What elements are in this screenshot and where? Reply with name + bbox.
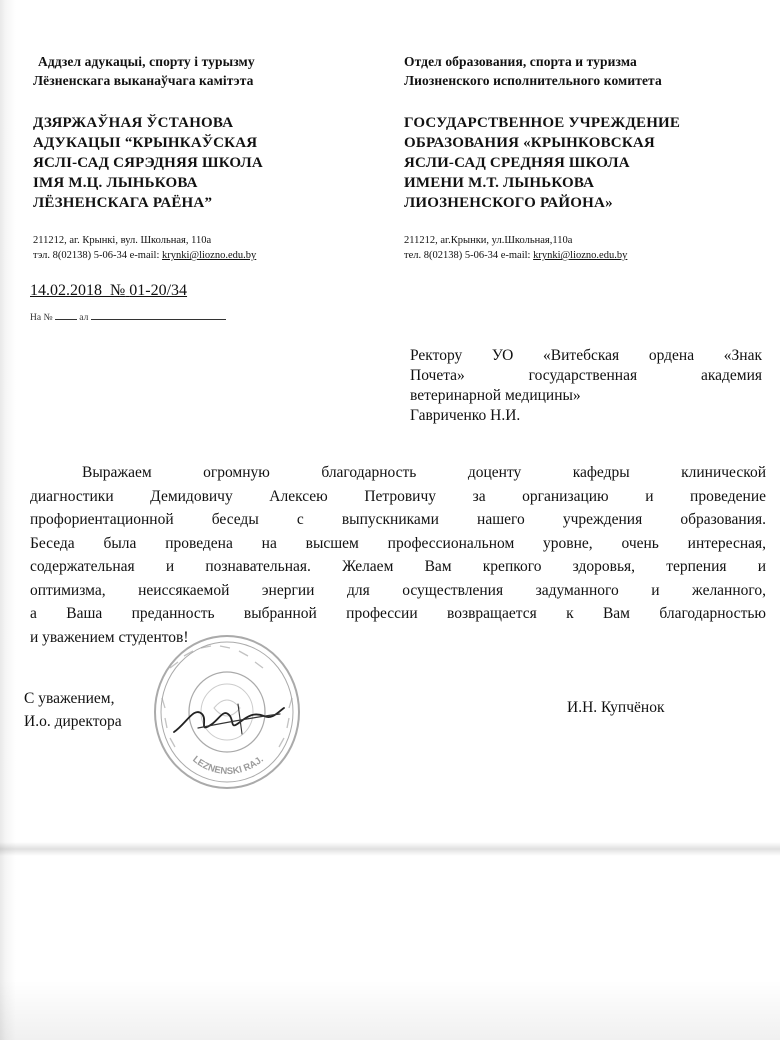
closing-block — [24, 687, 122, 733]
incoming-ref — [30, 310, 226, 323]
paper-bottom-shade — [0, 980, 780, 1040]
header-left-org-line5: ЛЁЗНЕНСКАГА РАЁНА” — [33, 195, 213, 211]
incoming-from-label: ал — [79, 313, 89, 323]
outgoing-ref — [30, 282, 187, 300]
closing-regards: С уважением, — [24, 690, 115, 707]
paper-fold-shadow — [0, 842, 780, 856]
header-right-org-line2: ОБРАЗОВАНИЯ «КРЫНКОВСКАЯ — [404, 135, 655, 151]
body-line: диагностики Демидовичу Алексею Петровичу за организацию и проведение — [30, 487, 766, 505]
outgoing-number: 01-20/34 — [129, 282, 188, 299]
header-left-org-line4: ІМЯ М.Ц. ЛЫНЬКОВА — [33, 175, 198, 191]
addressee-line2: Почета» государственная академия — [410, 367, 762, 384]
header-right-dept-line1: Отдел образования, спорта и туризма — [404, 54, 637, 69]
seal-bottom-text: LEZNENSKI RAJ. — [190, 754, 266, 778]
addressee-block — [410, 346, 762, 426]
body-line: а Ваша преданность выбранной профессии возвращается к Вам благодарностью — [30, 605, 766, 622]
body-line: содержательная и познавательная. Желаем Вам крепкого здоровья, терпения и — [30, 558, 766, 575]
body-line: и уважением студентов! — [30, 628, 189, 646]
addressee-line3: ветеринарной медицины» — [410, 387, 581, 404]
outgoing-number-label: № — [110, 282, 126, 299]
header-left-address: 211212, аг. Крынкі, вул. Школьная, 110а — [33, 235, 212, 246]
body-line: Беседа была проведена на высшем профессиональном уровне, очень интересная, — [30, 534, 766, 552]
header-left-org-line3: ЯСЛІ-САД СЯРЭДНЯЯ ШКОЛА — [33, 155, 263, 171]
header-left-email-link[interactable]: krynki@liozno.edu.by — [162, 250, 257, 261]
header-right-phone: тел. 8(02138) 5-06-34 e-mail: — [404, 250, 534, 261]
body-line: Выражаем огромную благодарность доценту кафедры клинической — [82, 464, 766, 481]
closing-position: И.о. директора — [24, 713, 122, 730]
header-right-address: 211212, аг.Крынки, ул.Школьная,110а — [404, 235, 573, 246]
header-left-org-line2: АДУКАЦЫІ “КРЫНКАЎСКАЯ — [33, 135, 258, 151]
addressee-line1: Ректору УО «Витебская ордена «Знак — [410, 347, 762, 364]
incoming-no-blank — [55, 310, 77, 320]
header-right-org-line3: ЯСЛИ-САД СРЕДНЯЯ ШКОЛА — [404, 155, 630, 171]
header-right-dept-line2: Лиозненского исполнительного комитета — [404, 73, 662, 88]
header-right-email-link[interactable]: krynki@liozno.edu.by — [533, 250, 628, 261]
header-right-contact-line — [404, 248, 627, 263]
header-left-contact-line — [33, 248, 256, 263]
incoming-no-label: На № — [30, 313, 53, 323]
header-left-dept-line1: Аддзел адукацыі, спорту і турызму — [38, 54, 255, 69]
addressee-line4: Гавриченко Н.И. — [410, 407, 521, 424]
body-line: профориентационной беседы с выпускниками нашего учреждения образования. — [30, 511, 766, 528]
header-left-org-line1: ДЗЯРЖАЎНАЯ ЎСТАНОВА — [33, 115, 234, 131]
header-right-org-line5: ЛИОЗНЕНСКОГО РАЙОНА» — [404, 195, 613, 211]
header-right-org-line1: ГОСУДАРСТВЕННОЕ УЧРЕЖДЕНИЕ — [404, 115, 681, 131]
body-line: оптимизма, неиссякаемой энергии для осуществления задуманного и желанного, — [30, 581, 766, 599]
letter-body — [30, 461, 766, 649]
incoming-date-blank — [91, 310, 226, 320]
header-left-phone: тэл. 8(02138) 5-06-34 e-mail: — [33, 250, 163, 261]
outgoing-date: 14.02.2018 — [30, 282, 102, 299]
signer-name: И.Н. Купчёнок — [567, 699, 665, 716]
header-left-dept-line2: Лёзненскага выканаўчага камітэта — [33, 73, 254, 88]
header-right-org-line4: ИМЕНИ М.Т. ЛЫНЬКОВА — [404, 175, 595, 191]
handwritten-signature — [168, 694, 288, 744]
